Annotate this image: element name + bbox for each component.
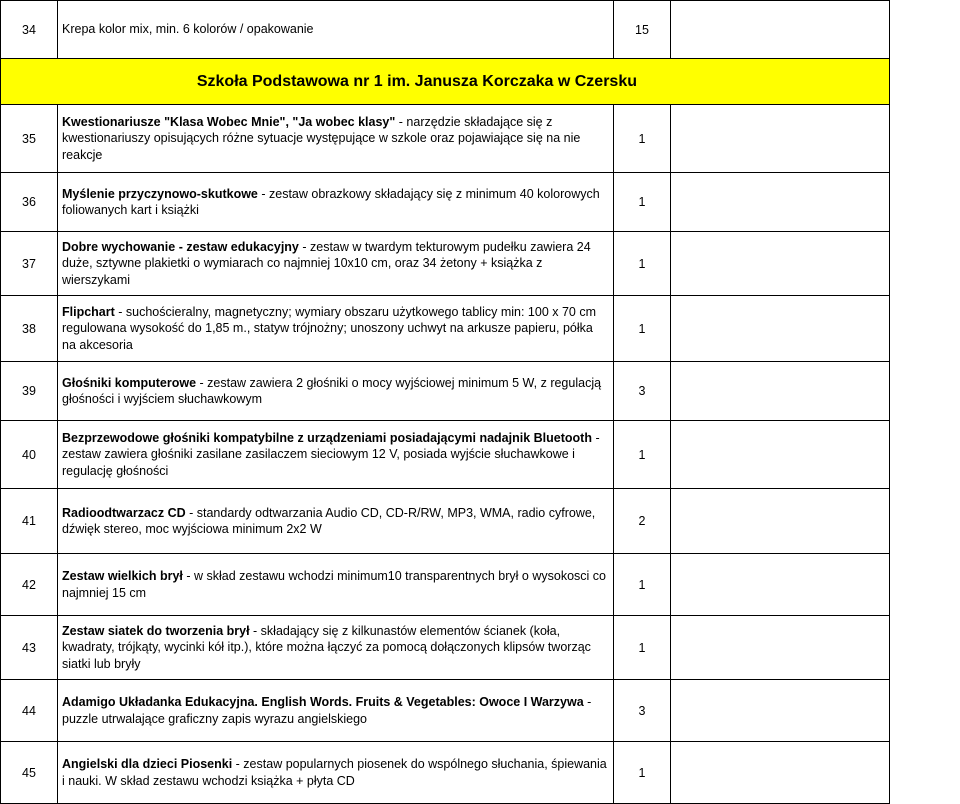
row-number: 45: [1, 742, 58, 804]
table-row: [1, 173, 890, 232]
table-row: [1, 232, 890, 296]
row-number: 34: [1, 1, 58, 59]
table-row: [1, 554, 890, 616]
table-row: [1, 680, 890, 742]
item-description: Kwestionariusze "Klasa Wobec Mnie", "Ja wobec klasy" - narzędzie składające się z kwestionariuszy opisujących różne sytuacje występujące w szkole oraz pojawiające się na nie reakcje: [58, 105, 614, 173]
table-row: [1, 742, 890, 804]
item-quantity: 3: [614, 680, 671, 742]
item-quantity: 1: [614, 296, 671, 362]
empty-cell: [671, 105, 890, 173]
row-number: 40: [1, 421, 58, 489]
item-description: Radioodtwarzacz CD - standardy odtwarzania Audio CD, CD-R/RW, MP3, WMA, radio cyfrowe, dźwięk stereo, moc wyjściowa minimum 2x2 W: [58, 489, 614, 554]
row-number: 42: [1, 554, 58, 616]
item-quantity: 1: [614, 232, 671, 296]
item-description: Flipchart - suchościeralny, magnetyczny; wymiary obszaru użytkowego tablicy min: 100 x 70 cm regulowana wysokość do 1,85 m., statyw trójnożny; unoszony uchwyt na arkusze papieru, półka na akcesoria: [58, 296, 614, 362]
item-quantity: 1: [614, 421, 671, 489]
item-description: Głośniki komputerowe - zestaw zawiera 2 głośniki o mocy wyjściowej minimum 5 W, z regulacją głośności i wyjściem słuchawkowym: [58, 362, 614, 421]
empty-cell: [671, 742, 890, 804]
item-quantity: 1: [614, 616, 671, 680]
row-number: 41: [1, 489, 58, 554]
table-row: [1, 296, 890, 362]
empty-cell: [671, 421, 890, 489]
empty-cell: [671, 489, 890, 554]
table-row: [1, 105, 890, 173]
item-quantity: 1: [614, 105, 671, 173]
item-quantity: 1: [614, 173, 671, 232]
item-quantity: 3: [614, 362, 671, 421]
item-description: Bezprzewodowe głośniki kompatybilne z urządzeniami posiadającymi nadajnik Bluetooth - zestaw zawiera głośniki zasilane zasilaczem sieciowym 12 V, posiada wyjście słuchawkowe i regulację głośności: [58, 421, 614, 489]
row-number: 39: [1, 362, 58, 421]
school-title: Szkoła Podstawowa nr 1 im. Janusza Korczaka w Czersku: [1, 59, 890, 105]
item-quantity: 15: [614, 1, 671, 59]
item-quantity: 1: [614, 742, 671, 804]
table-row: [1, 362, 890, 421]
table-row: [1, 616, 890, 680]
table-row: [1, 1, 890, 59]
item-description: Zestaw wielkich brył - w skład zestawu wchodzi minimum10 transparentnych brył o wysokosci co najmniej 15 cm: [58, 554, 614, 616]
empty-cell: [671, 616, 890, 680]
empty-cell: [671, 173, 890, 232]
item-description: Angielski dla dzieci Piosenki - zestaw popularnych piosenek do wspólnego słuchania, śpiewania i nauki. W skład zestawu wchodzi książka + płyta CD: [58, 742, 614, 804]
item-description: Myślenie przyczynowo-skutkowe - zestaw obrazkowy składający się z minimum 40 kolorowych foliowanych kart i książki: [58, 173, 614, 232]
empty-cell: [671, 554, 890, 616]
item-description: Dobre wychowanie - zestaw edukacyjny - zestaw w twardym tekturowym pudełku zawiera 24 duże, sztywne plakietki o wymiarach co najmniej 10x10 cm, oraz 34 żetony + książka z wierszykami: [58, 232, 614, 296]
empty-cell: [671, 232, 890, 296]
row-number: 38: [1, 296, 58, 362]
school-header-row: [1, 59, 890, 105]
empty-cell: [671, 296, 890, 362]
empty-cell: [671, 362, 890, 421]
row-number: 37: [1, 232, 58, 296]
item-quantity: 2: [614, 489, 671, 554]
empty-cell: [671, 1, 890, 59]
table-row: [1, 489, 890, 554]
empty-cell: [671, 680, 890, 742]
row-number: 36: [1, 173, 58, 232]
row-number: 43: [1, 616, 58, 680]
table-row: [1, 421, 890, 489]
item-quantity: 1: [614, 554, 671, 616]
item-description: Krepa kolor mix, min. 6 kolorów / opakowanie: [58, 1, 614, 59]
item-description: Adamigo Układanka Edukacyjna. English Words. Fruits & Vegetables: Owoce I Warzywa - puzzle utrwalające graficzny zapis wyrazu angielskiego: [58, 680, 614, 742]
row-number: 35: [1, 105, 58, 173]
row-number: 44: [1, 680, 58, 742]
item-description: Zestaw siatek do tworzenia brył - składający się z kilkunastów elementów ścianek (koła, kwadraty, trójkąty, wycinki kół itp.), które można łączyć za pomocą dołączonych klipsów tworząc siatki lub bryły: [58, 616, 614, 680]
